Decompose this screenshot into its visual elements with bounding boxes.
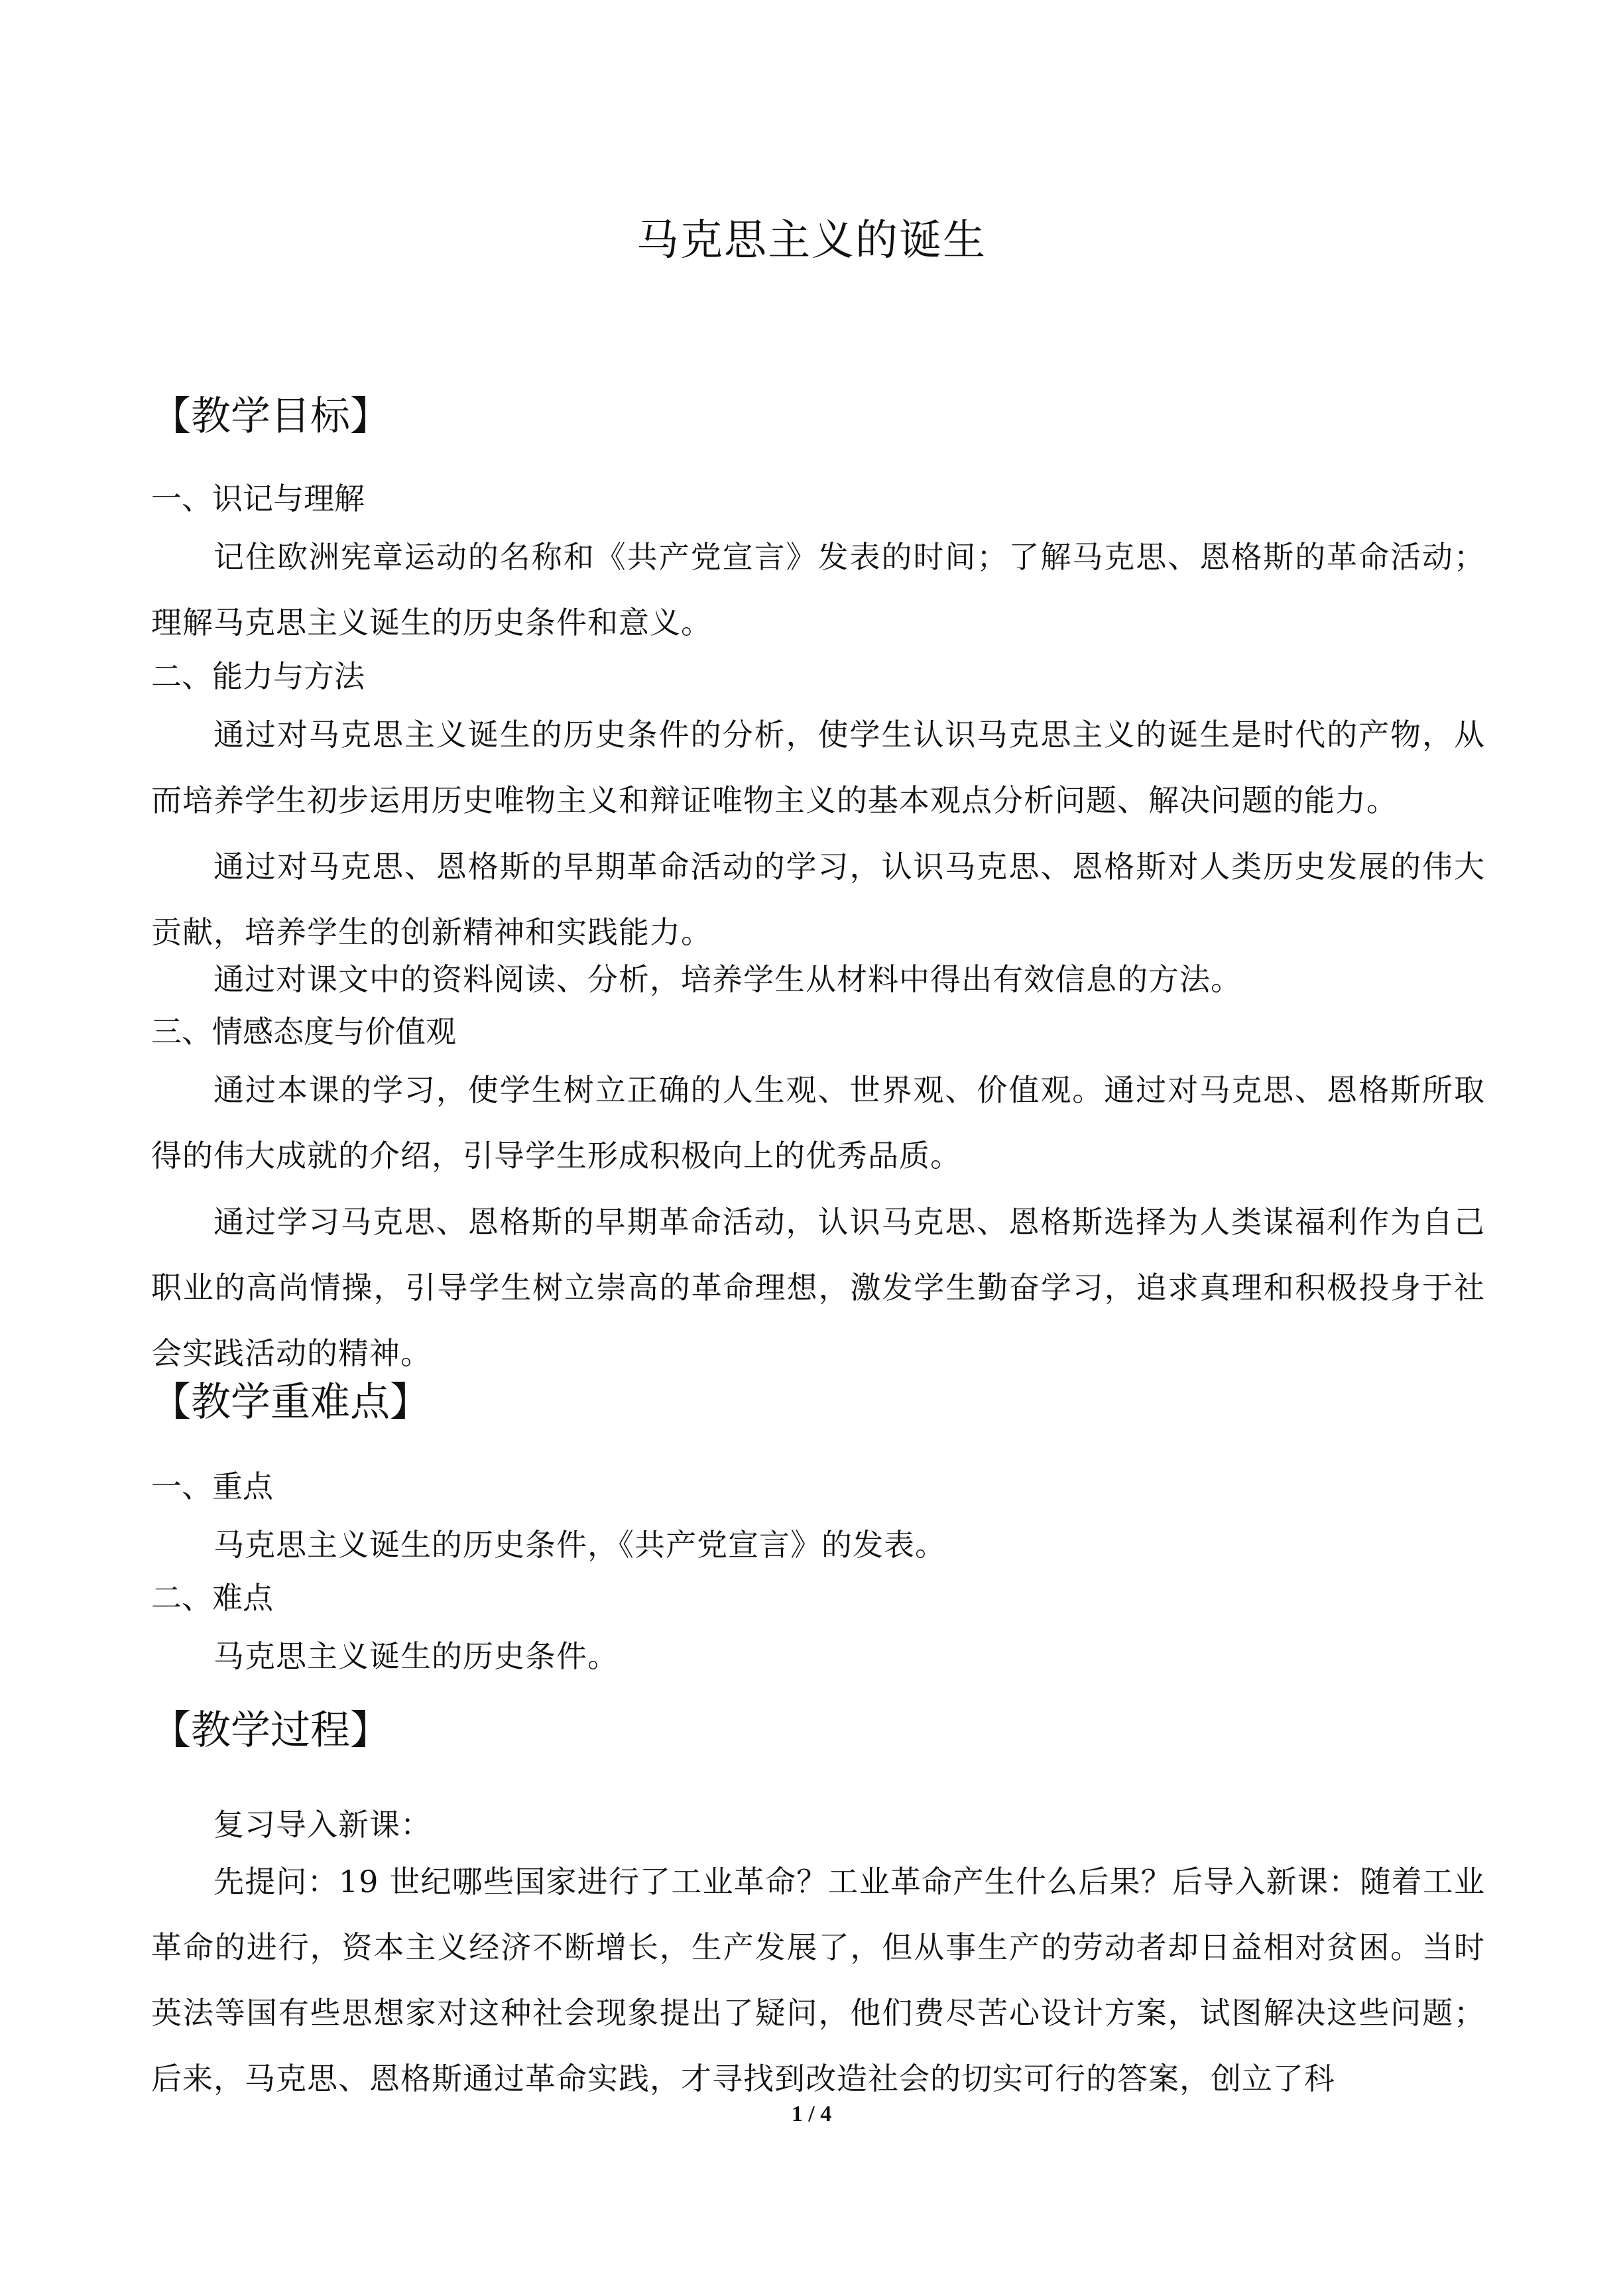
objective-paragraph: 通过学习马克思、恩格斯的早期革命活动，认识马克思、恩格斯选择为人类谋福利作为自己职业的高尚情操，引导学生树立崇高的革命理想，激发学生勤奋学习，追求真理和积极投身于社会实践活动的精神。	[151, 1204, 1485, 1371]
objective-item-title: 三、情感态度与价值观	[151, 1014, 456, 1050]
key-point-paragraph: 马克思主义诞生的历史条件。	[213, 1638, 619, 1674]
objective-paragraph: 记住欧洲宪章运动的名称和《共产党宣言》发表的时间；了解马克思、恩格斯的革命活动；理解马克思主义诞生的历史条件和意义。	[151, 539, 1485, 640]
page-number: 1 / 4	[791, 2102, 832, 2126]
page-title: 马克思主义的诞生	[636, 216, 987, 265]
objective-paragraph: 通过本课的学习，使学生树立正确的人生观、世界观、价值观。通过对马克思、恩格斯所取得的伟大成就的介绍，引导学生形成积极向上的优秀品质。	[151, 1072, 1485, 1174]
objective-paragraph: 通过对课文中的资料阅读、分析，培养学生从材料中得出有效信息的方法。	[213, 961, 1242, 997]
process-paragraph: 先提问：19 世纪哪些国家进行了工业革命？工业革命产生什么后果？后导入新课：随着工业革命的进行，资本主义经济不断增长，生产发展了，但从事生产的劳动者却日益相对贫困。当时英法等国有些思想家对这种社会现象提出了疑问，他们费尽苦心设计方案，试图解决这些问题；后来，马克思、恩格斯通过革命实践，才寻找到改造社会的切实可行的答案，创立了科	[151, 1864, 1485, 2096]
section-heading-key-points: 【教学重难点】	[151, 1379, 430, 1425]
objective-paragraph: 通过对马克思、恩格斯的早期革命活动的学习，认识马克思、恩格斯对人类历史发展的伟大贡献，培养学生的创新精神和实践能力。	[151, 849, 1485, 950]
process-paragraph: 复习导入新课：	[213, 1807, 432, 1843]
section-heading-objectives: 【教学目标】	[151, 393, 390, 440]
objective-item-title: 二、能力与方法	[151, 658, 365, 694]
section-heading-process: 【教学过程】	[151, 1707, 390, 1754]
key-point-item-title: 一、重点	[151, 1469, 273, 1504]
objective-item-title: 一、识记与理解	[151, 481, 365, 516]
objective-paragraph: 通过对马克思主义诞生的历史条件的分析，使学生认识马克思主义的诞生是时代的产物，从而培养学生初步运用历史唯物主义和辩证唯物主义的基本观点分析问题、解决问题的能力。	[151, 717, 1485, 818]
key-point-item-title: 二、难点	[151, 1580, 273, 1616]
key-point-paragraph: 马克思主义诞生的历史条件，《共产党宣言》的发表。	[213, 1527, 946, 1563]
